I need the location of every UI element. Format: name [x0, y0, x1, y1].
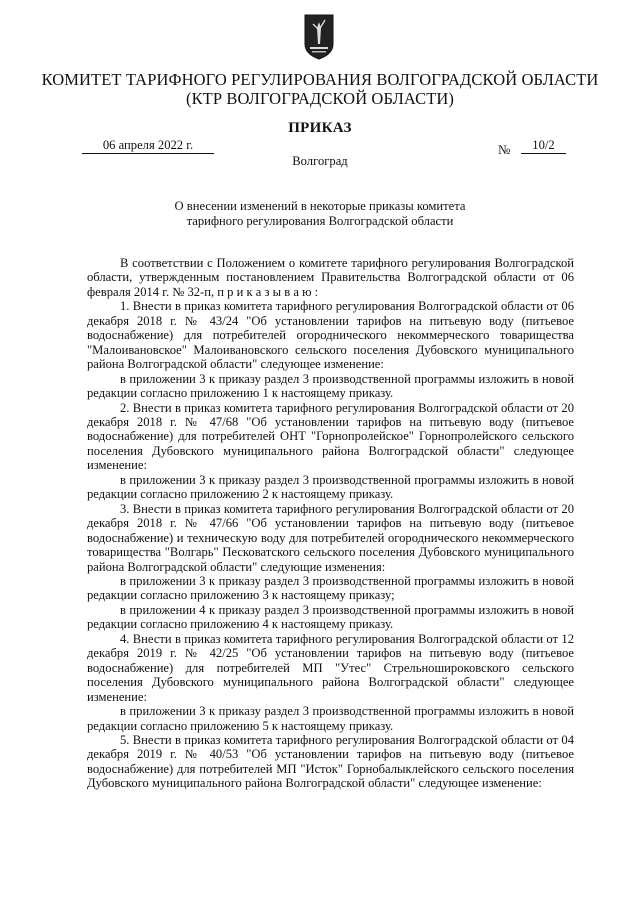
organization-short-name: (КТР ВОЛГОГРАДСКОЙ ОБЛАСТИ): [185, 89, 454, 108]
body-paragraph: 4. Внести в приказ комитета тарифного регулирования Волгоградской области от 12 декабря 2019 г. № 42/25 "Об установлении тарифов на питьевую воду (питьевое водоснабжение) для потребителей МП "Утес" Стрельношироковского сельского поселения Дубовского муниципального района Волгоградской области" следующее изменение:: [87, 631, 574, 704]
document-city: Волгоград: [292, 154, 348, 168]
body-paragraph: в приложении 3 к приказу раздел 3 производственной программы изложить в новой редакции согласно приложению 3 к настоящему приказу;: [87, 573, 574, 603]
subject-line: О внесении изменений в некоторые приказы комитета: [174, 199, 466, 213]
document-date: 06 апреля 2022 г.: [82, 138, 214, 154]
body-paragraph: В соответствии с Положением о комитете тарифного регулирования Волгоградской области, утвержденным постановлением Правительства Волгоградской области от 06 февраля 2014 г. № 32-п, п р и к а з ы в а ю :: [87, 256, 574, 299]
document-body: [87, 256, 574, 791]
document-type: ПРИКАЗ: [288, 120, 352, 136]
subject-line: тарифного регулирования Волгоградской области: [186, 214, 454, 228]
body-paragraph: в приложении 3 к приказу раздел 3 производственной программы изложить в новой редакции согласно приложению 1 к настоящему приказу.: [87, 371, 574, 401]
body-paragraph: 5. Внести в приказ комитета тарифного регулирования Волгоградской области от 04 декабря 2019 г. № 40/53 "Об установлении тарифов на питьевую воду (питьевое водоснабжение) для потребителей МП "Исток" Горнобалыклейского сельского поселения Дубовского муниципального района Волгоградской области" следующее изменение:: [87, 732, 574, 791]
body-paragraph: в приложении 3 к приказу раздел 3 производственной программы изложить в новой редакции согласно приложению 5 к настоящему приказу.: [87, 704, 574, 733]
organization-name: КОМИТЕТ ТАРИФНОГО РЕГУЛИРОВАНИЯ ВОЛГОГРАДСКОЙ ОБЛАСТИ: [41, 70, 599, 89]
body-paragraph: в приложении 4 к приказу раздел 3 производственной программы изложить в новой редакции согласно приложению 4 к настоящему приказу.: [87, 602, 574, 632]
number-label: №: [498, 142, 511, 157]
body-paragraph: в приложении 3 к приказу раздел 3 производственной программы изложить в новой редакции согласно приложению 2 к настоящему приказу.: [87, 472, 574, 502]
body-paragraph: 3. Внести в приказ комитета тарифного регулирования Волгоградской области от 20 декабря 2018 г. № 47/66 "Об установлении тарифов на питьевую воду (питьевое водоснабжение) и техническую воду для потребителей огороднического некоммерческого товарищества "Волгарь" Песковатского сельского поселения Дубовского муниципального района Волгоградской области" следующие изменения:: [87, 501, 574, 574]
body-paragraph: 2. Внести в приказ комитета тарифного регулирования Волгоградской области от 20 декабря 2018 г. № 47/68 "Об установлении тарифов на питьевую воду (питьевое водоснабжение) для потребителей ОНТ "Горнопролейское" Горнопролейского сельского поселения Дубовского муниципального района Волгоградской области" следующее изменение:: [87, 400, 574, 473]
document-number: 10/2: [521, 138, 566, 154]
document-subject: [0, 199, 640, 229]
body-paragraph: 1. Внести в приказ комитета тарифного регулирования Волгоградской области от 06 декабря 2018 г. № 43/24 "Об установлении тарифов на питьевую воду (питьевое водоснабжение) для потребителей огороднического некоммерческого товарищества "Малоивановское" Малоивановского сельского поселения Дубовского муниципального района Волгоградской области" следующее изменение:: [87, 299, 574, 372]
coat-of-arms-icon: [304, 14, 334, 60]
